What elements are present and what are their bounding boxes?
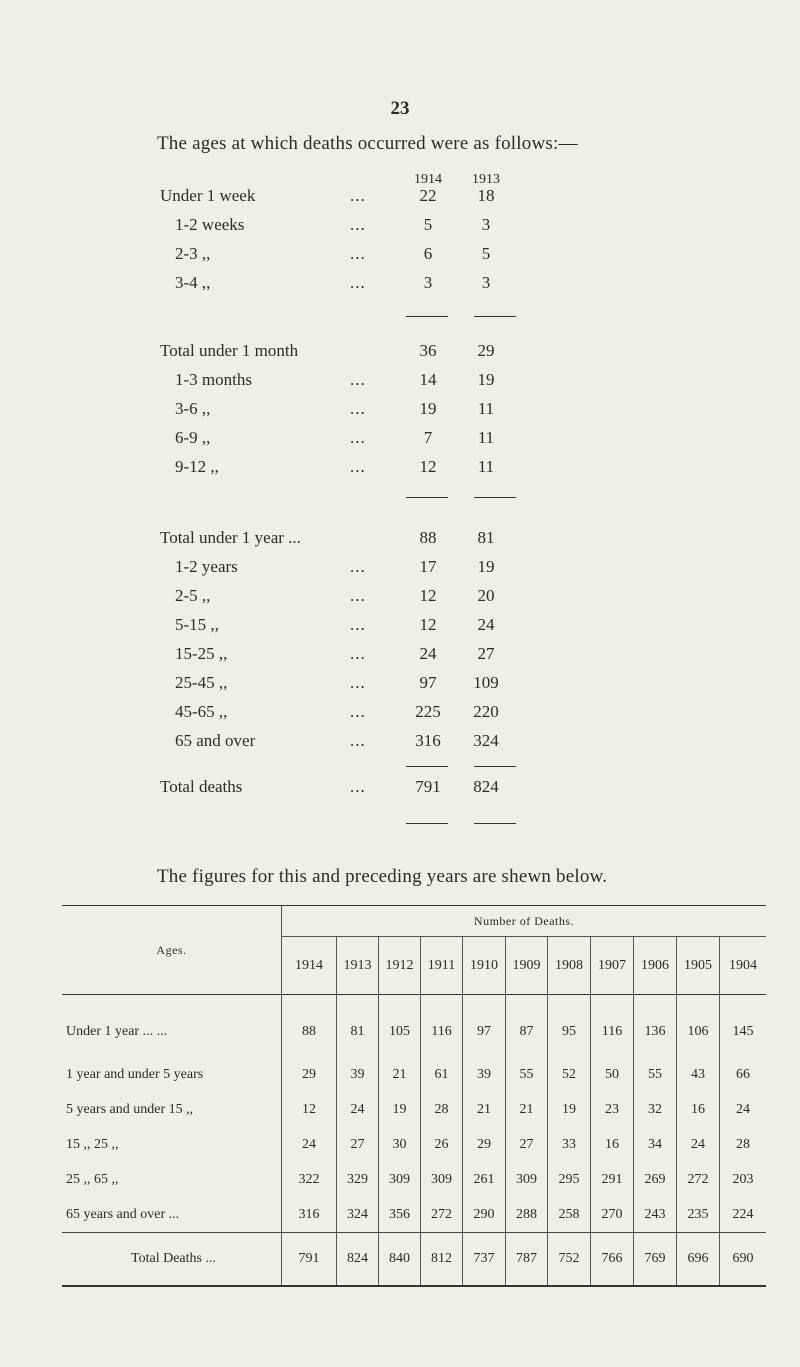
total-value: 812	[421, 1233, 463, 1287]
summary-row	[0, 186, 800, 214]
deaths-value: 19	[548, 1092, 591, 1127]
value-1913: 3	[481, 273, 491, 292]
value-1913: 109	[473, 673, 499, 692]
leader-dots: ...	[350, 731, 366, 750]
row-label: 2-5 ,,	[175, 586, 211, 605]
value-1914: 5	[423, 215, 433, 234]
deaths-value: 21	[379, 1057, 421, 1092]
year-header-1914: 1914	[414, 172, 442, 187]
sum-rule	[474, 823, 516, 824]
row-label: 6-9 ,,	[175, 428, 211, 447]
summary-row	[0, 273, 800, 301]
summary-row	[0, 644, 800, 672]
deaths-value: 32	[634, 1092, 677, 1127]
deaths-value: 24	[720, 1092, 767, 1127]
deaths-value: 95	[548, 995, 591, 1058]
value-1914: 6	[423, 244, 433, 263]
deaths-value: 33	[548, 1127, 591, 1162]
deaths-value: 88	[282, 995, 337, 1058]
table-total-row	[62, 1233, 766, 1287]
deaths-value: 43	[677, 1057, 720, 1092]
deaths-value: 309	[506, 1162, 548, 1197]
summary-row	[0, 244, 800, 272]
year-header: 1906	[634, 937, 677, 995]
total-value: 766	[591, 1233, 634, 1287]
leader-dots: ...	[350, 644, 366, 663]
deaths-value: 97	[463, 995, 506, 1058]
deaths-value: 258	[548, 1197, 591, 1233]
deaths-value: 291	[591, 1162, 634, 1197]
age-label: 15 ,, 25 ,,	[66, 1136, 119, 1152]
sum-rule	[406, 766, 448, 767]
intro-text: The ages at which deaths occurred were as follows:—	[157, 133, 578, 154]
deaths-value: 106	[677, 995, 720, 1058]
deaths-value: 309	[421, 1162, 463, 1197]
summary-row	[0, 341, 800, 369]
deaths-value: 269	[634, 1162, 677, 1197]
leader-dots: ...	[350, 273, 366, 292]
age-label: 65 years and over ...	[66, 1206, 180, 1222]
deaths-value: 21	[463, 1092, 506, 1127]
year-header: 1911	[421, 937, 463, 995]
table-row	[62, 1127, 766, 1162]
number-of-deaths-header: Number of Deaths.	[282, 906, 767, 937]
year-header: 1912	[379, 937, 421, 995]
sum-rule	[474, 497, 516, 498]
value-1913: 18	[477, 186, 495, 205]
table-row	[62, 1197, 766, 1233]
value-1913: 19	[477, 370, 495, 389]
value-1914: 36	[419, 341, 437, 360]
row-label: Total under 1 month	[160, 341, 299, 360]
leader-dots: ...	[350, 457, 366, 476]
summary-row	[0, 557, 800, 585]
deaths-value: 309	[379, 1162, 421, 1197]
summary-row	[0, 215, 800, 243]
deaths-value: 27	[337, 1127, 379, 1162]
deaths-value: 87	[506, 995, 548, 1058]
total-value: 840	[379, 1233, 421, 1287]
value-1913: 20	[477, 586, 495, 605]
deaths-value: 21	[506, 1092, 548, 1127]
summary-row	[0, 615, 800, 643]
deaths-value: 55	[634, 1057, 677, 1092]
leader-dots: ...	[350, 186, 366, 205]
page-number: 23	[390, 98, 410, 119]
sum-rule	[406, 316, 448, 317]
leader-dots: ...	[350, 586, 366, 605]
value-1914: 12	[419, 586, 437, 605]
deaths-value: 66	[720, 1057, 767, 1092]
deaths-value: 316	[282, 1197, 337, 1233]
deaths-value: 12	[282, 1092, 337, 1127]
deaths-history-table	[62, 905, 766, 1287]
value-1913: 19	[477, 557, 495, 576]
deaths-value: 52	[548, 1057, 591, 1092]
table-row	[62, 1162, 766, 1197]
leader-dots: ...	[350, 244, 366, 263]
total-value: 696	[677, 1233, 720, 1287]
leader-dots: ...	[350, 370, 366, 389]
deaths-value: 28	[421, 1092, 463, 1127]
leader-dots: ...	[350, 557, 366, 576]
total-value: 791	[282, 1233, 337, 1287]
deaths-value: 24	[677, 1127, 720, 1162]
value-1914: 14	[419, 370, 437, 389]
summary-row	[0, 673, 800, 701]
year-header: 1905	[677, 937, 720, 995]
deaths-value: 39	[337, 1057, 379, 1092]
row-label: 1-2 weeks	[175, 215, 245, 234]
deaths-value: 105	[379, 995, 421, 1058]
table-row	[62, 1092, 766, 1127]
row-label: 15-25 ,,	[175, 644, 228, 663]
year-header: 1908	[548, 937, 591, 995]
year-header: 1909	[506, 937, 548, 995]
row-label: 1-2 years	[175, 557, 238, 576]
leader-dots: ...	[350, 777, 366, 796]
value-1914: 19	[419, 399, 437, 418]
summary-row	[0, 528, 800, 556]
age-label: 5 years and under 15 ,,	[66, 1101, 194, 1117]
deaths-value: 34	[634, 1127, 677, 1162]
value-1913: 27	[477, 644, 495, 663]
value-1913: 11	[477, 457, 495, 476]
year-header: 1913	[337, 937, 379, 995]
row-label: 45-65 ,,	[175, 702, 228, 721]
leader-dots: ...	[350, 702, 366, 721]
value-1913: 324	[473, 731, 499, 750]
sum-rule	[406, 823, 448, 824]
summary-row	[0, 777, 800, 805]
row-label: 2-3 ,,	[175, 244, 211, 263]
summary-row	[0, 457, 800, 485]
value-1914: 12	[419, 457, 437, 476]
deaths-value: 29	[463, 1127, 506, 1162]
year-header: 1904	[720, 937, 767, 995]
deaths-value: 116	[591, 995, 634, 1058]
age-label: 25 ,, 65 ,,	[66, 1171, 119, 1187]
value-1913: 11	[477, 399, 495, 418]
deaths-value: 50	[591, 1057, 634, 1092]
value-1914: 12	[419, 615, 437, 634]
year-header: 1910	[463, 937, 506, 995]
total-value: 824	[337, 1233, 379, 1287]
value-1914: 88	[419, 528, 437, 547]
deaths-value: 261	[463, 1162, 506, 1197]
value-1913: 29	[477, 341, 495, 360]
deaths-value: 288	[506, 1197, 548, 1233]
deaths-value: 16	[677, 1092, 720, 1127]
value-1914: 97	[419, 673, 437, 692]
deaths-value: 39	[463, 1057, 506, 1092]
leader-dots: ...	[350, 615, 366, 634]
value-1913: 824	[473, 777, 499, 796]
leader-dots: ...	[350, 215, 366, 234]
row-label: 65 and over	[175, 731, 256, 750]
deaths-value: 26	[421, 1127, 463, 1162]
row-label: Under 1 week	[160, 186, 256, 205]
summary-row	[0, 586, 800, 614]
deaths-value: 136	[634, 995, 677, 1058]
summary-row	[0, 702, 800, 730]
deaths-value: 116	[421, 995, 463, 1058]
deaths-value: 224	[720, 1197, 767, 1233]
total-value: 737	[463, 1233, 506, 1287]
total-value: 752	[548, 1233, 591, 1287]
deaths-value: 61	[421, 1057, 463, 1092]
ages-header: Ages.	[62, 906, 282, 995]
row-label: 1-3 months	[175, 370, 252, 389]
deaths-value: 329	[337, 1162, 379, 1197]
value-1914: 316	[415, 731, 441, 750]
caption-text: The figures for this and preceding years are shewn below.	[157, 866, 608, 887]
value-1914: 791	[415, 777, 441, 796]
summary-row	[0, 731, 800, 759]
deaths-value: 235	[677, 1197, 720, 1233]
sum-rule	[474, 766, 516, 767]
value-1914: 3	[423, 273, 433, 292]
row-label: 25-45 ,,	[175, 673, 228, 692]
value-1914: 7	[423, 428, 433, 447]
deaths-value: 295	[548, 1162, 591, 1197]
value-1913: 5	[481, 244, 491, 263]
row-label: Total under 1 year ...	[160, 528, 301, 547]
summary-row	[0, 370, 800, 398]
sum-rule	[474, 316, 516, 317]
value-1914: 225	[415, 702, 441, 721]
value-1913: 3	[481, 215, 491, 234]
total-value: 787	[506, 1233, 548, 1287]
year-header-1913: 1913	[472, 172, 500, 187]
deaths-value: 28	[720, 1127, 767, 1162]
row-label: Total deaths	[160, 777, 243, 796]
table-header-row	[62, 906, 766, 937]
value-1913: 220	[473, 702, 499, 721]
leader-dots: ...	[350, 428, 366, 447]
row-label: 5-15 ,,	[175, 615, 219, 634]
deaths-value: 24	[282, 1127, 337, 1162]
deaths-value: 272	[677, 1162, 720, 1197]
year-header: 1907	[591, 937, 634, 995]
table-row	[62, 1057, 766, 1092]
age-label: 1 year and under 5 years	[66, 1066, 204, 1082]
total-label: Total Deaths ...	[62, 1233, 282, 1287]
deaths-value: 272	[421, 1197, 463, 1233]
leader-dots: ...	[350, 399, 366, 418]
summary-row	[0, 399, 800, 427]
value-1913: 11	[477, 428, 495, 447]
deaths-value: 30	[379, 1127, 421, 1162]
total-value: 690	[720, 1233, 767, 1287]
row-label: 3-6 ,,	[175, 399, 211, 418]
sum-rule	[406, 497, 448, 498]
value-1913: 81	[477, 528, 495, 547]
value-1914: 24	[419, 644, 437, 663]
deaths-value: 324	[337, 1197, 379, 1233]
row-label: 3-4 ,,	[175, 273, 211, 292]
deaths-value: 356	[379, 1197, 421, 1233]
deaths-value: 243	[634, 1197, 677, 1233]
value-1914: 17	[419, 557, 437, 576]
deaths-value: 81	[337, 995, 379, 1058]
deaths-value: 322	[282, 1162, 337, 1197]
deaths-value: 16	[591, 1127, 634, 1162]
deaths-value: 290	[463, 1197, 506, 1233]
deaths-value: 27	[506, 1127, 548, 1162]
leader-dots: ...	[350, 673, 366, 692]
row-label: 9-12 ,,	[175, 457, 219, 476]
deaths-value: 23	[591, 1092, 634, 1127]
year-header: 1914	[282, 937, 337, 995]
deaths-value: 270	[591, 1197, 634, 1233]
deaths-value: 203	[720, 1162, 767, 1197]
summary-row	[0, 428, 800, 456]
value-1913: 24	[477, 615, 495, 634]
deaths-value: 19	[379, 1092, 421, 1127]
value-1914: 22	[419, 186, 437, 205]
table-row	[62, 995, 766, 1058]
deaths-value: 24	[337, 1092, 379, 1127]
deaths-value: 145	[720, 995, 767, 1058]
total-value: 769	[634, 1233, 677, 1287]
deaths-value: 29	[282, 1057, 337, 1092]
age-label: Under 1 year ... ...	[66, 1024, 168, 1039]
deaths-value: 55	[506, 1057, 548, 1092]
